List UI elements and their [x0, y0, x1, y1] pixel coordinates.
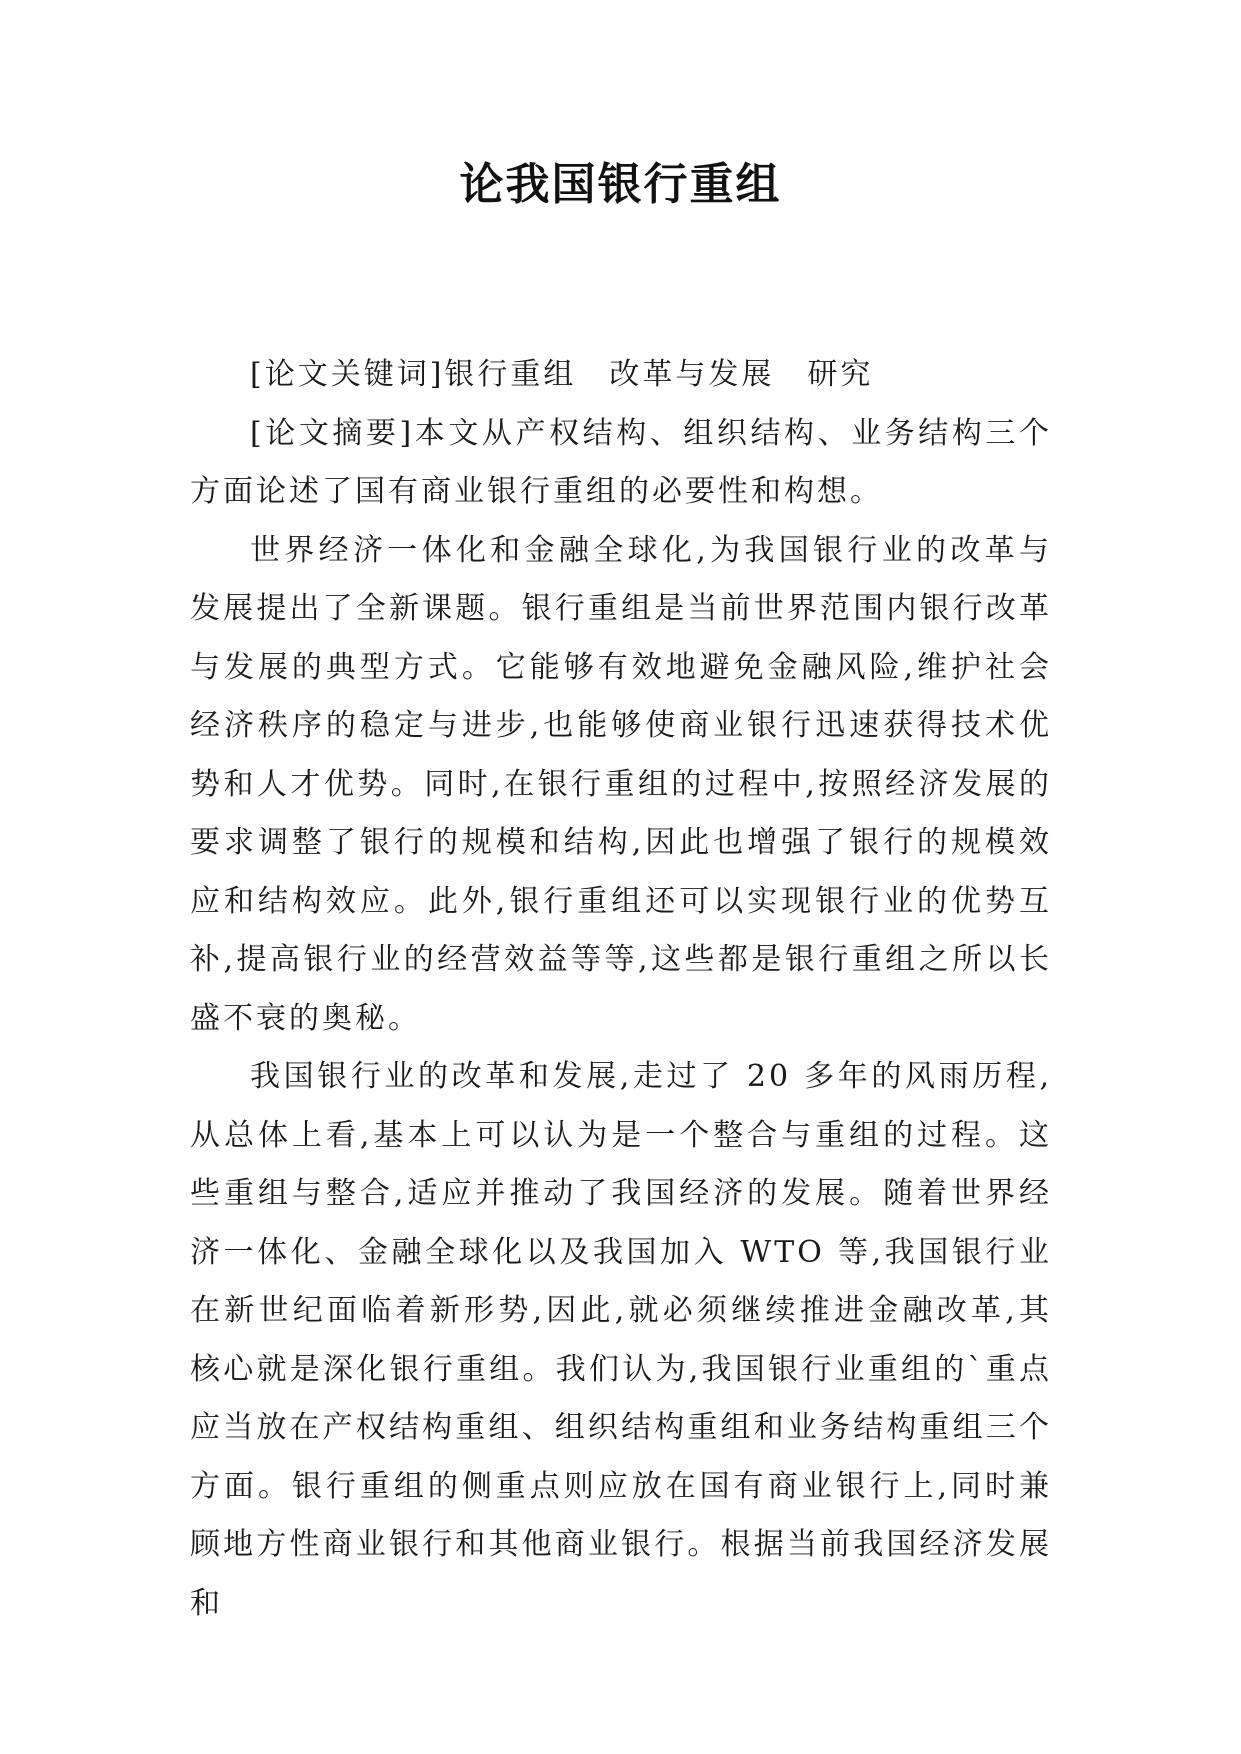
- document-title: 论我国银行重组: [459, 159, 782, 210]
- body-paragraph-1: 世界经济一体化和金融全球化,为我国银行业的改革与发展提出了全新课题。银行重组是当前世界范围内银行改革与发展的典型方式。它能够有效地避免金融风险,维护社会经济秩序的稳定与进步,也能够使商业银行迅速获得技术优势和人才优势。同时,在银行重组的过程中,按照经济发展的要求调整了银行的规模和结构,因此也增强了银行的规模效应和结构效应。此外,银行重组还可以实现银行业的优势互补,提高银行业的经营效益等等,这些都是银行重组之所以长盛不衰的奥秘。: [190, 532, 1052, 1036]
- keywords-paragraph: [论文关键词]银行重组 改革与发展 研究: [250, 357, 874, 392]
- body-paragraph-2: 我国银行业的改革和发展,走过了 20 多年的风雨历程,从总体上看,基本上可以认为是一个整合与重组的过程。这些重组与整合,适应并推动了我国经济的发展。随着世界经济一体化、金融全球化以及我国加入 WTO 等,我国银行业在新世纪面临着新形势,因此,就必须继续推进金融改革,其核心就是深化银行重组。我们认为,我国银行业重组的`重点应当放在产权结构重组、组织结构重组和业务结构重组三个方面。银行重组的侧重点则应放在国有商业银行上,同时兼顾地方性商业银行和其他商业银行。根据当前我国经济发展和: [190, 1059, 1052, 1621]
- document-body: [190, 346, 1052, 1633]
- abstract-paragraph: [论文摘要]本文从产权结构、组织结构、业务结构三个方面论述了国有商业银行重组的必要性和构想。: [190, 415, 1052, 509]
